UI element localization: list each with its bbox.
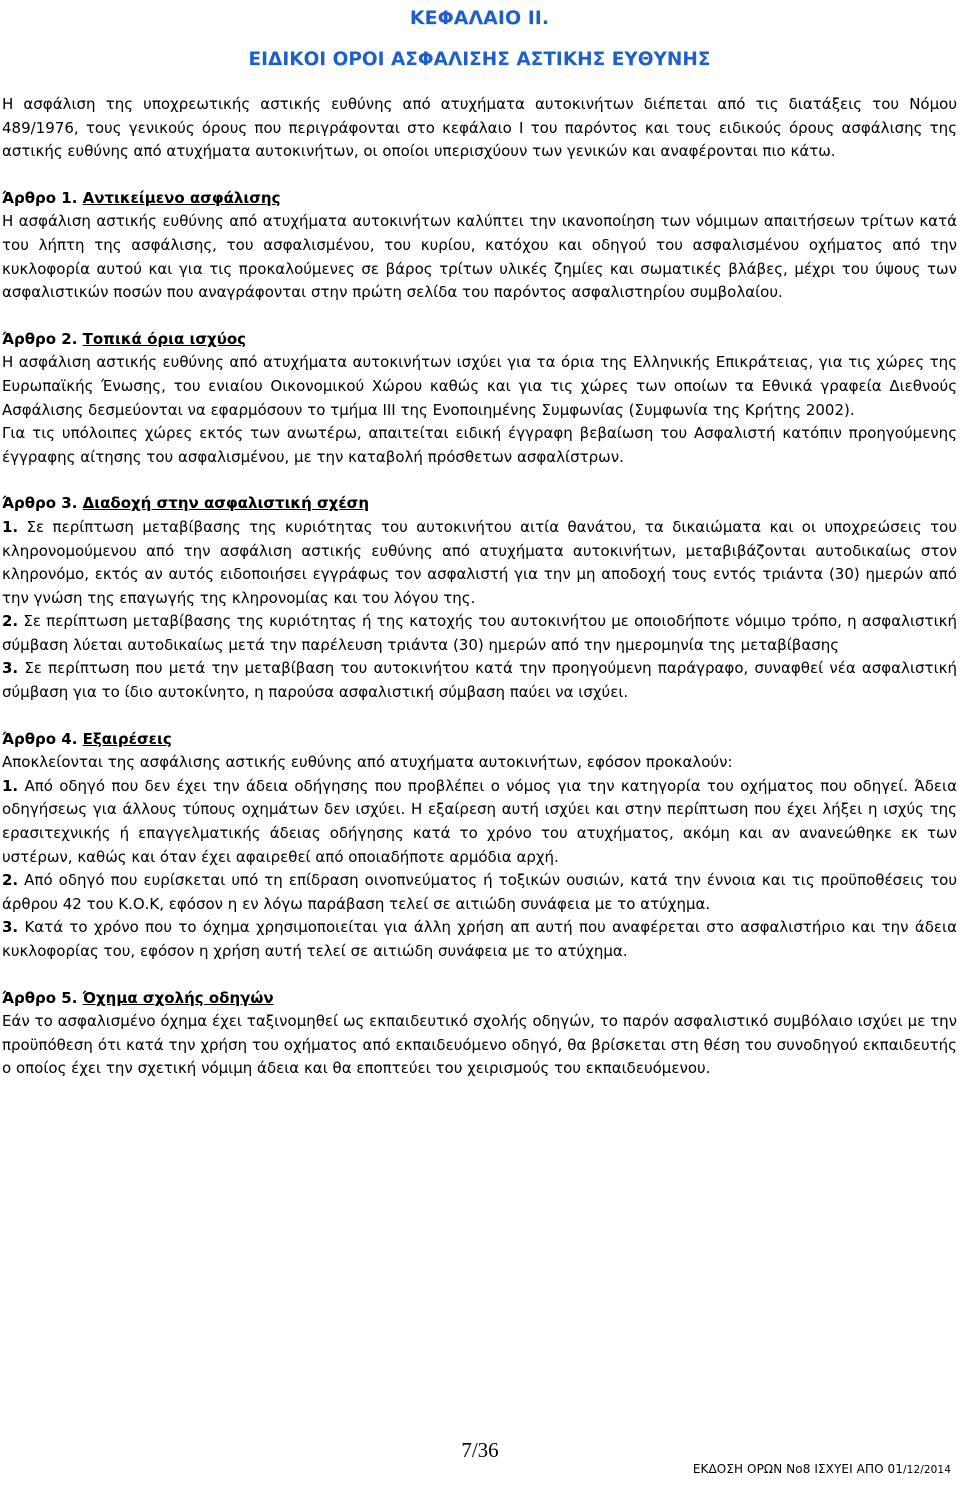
article-2 (2, 328, 957, 470)
article-title: Εξαιρέσεις (82, 729, 172, 748)
article-paragraph: Η ασφάλιση αστικής ευθύνης από ατυχήματα αυτοκινήτων ισχύει για τα όρια της Ελληνικής Επικράτειας, για τις χώρες της Ευρωπαϊκής Ένωσης, του ενιαίου Οικονομικού Χώρου καθώς και για τις χώρες των οποίων τα Εθνικά γραφεία Διεθνούς Ασφάλισης δεσμεύονται να εφαρμόσουν το τμήμα ΙΙΙ της Ενοποιημένης Συμφωνίας (Συμφωνία της Κρήτης 2002). (2, 353, 957, 419)
article-heading (2, 328, 957, 352)
article-label: Άρθρο 1. (2, 188, 78, 207)
article-heading (2, 492, 957, 516)
article-paragraph: Η ασφάλιση αστικής ευθύνης από ατυχήματα αυτοκινήτων καλύπτει την ικανοποίηση των νόμιμων απαιτήσεων τρίτων κατά του λήπτη της ασφάλισης, του ασφαλισμένου, του κυρίου, κατόχου και οδηγού του ασφαλισμένου οχήματος από την κυκλοφορία αυτού και για τις προκαλούμενες σε βάρος τρίτων υλικές ζημίες και σωματικές βλάβες, μέχρι του ύψους των ασφαλιστικών ποσών που αναγράφονται στην πρώτη σελίδα του παρόντος ασφαλιστηρίου συμβολαίου. (2, 212, 957, 302)
article-title: Τοπικά όρια ισχύος (82, 329, 247, 348)
article-item (2, 916, 957, 963)
article-title: Διαδοχή στην ασφαλιστική σχέση (82, 494, 370, 513)
item-text: Σε περίπτωση που μετά την μεταβίβαση του αυτοκινήτου κατά την προηγούμενη παράγραφο, συναφθεί νέα ασφαλιστική σύμβαση για το ίδιο αυτοκίνητο, η παρούσα ασφαλιστική σύμβαση παύει να ισχύει. (2, 659, 957, 702)
item-text: Σε περίπτωση μεταβίβασης της κυριότητας ή της κατοχής του αυτοκινήτου με οποιοδήποτε νόμιμο τρόπο, η ασφαλιστική σύμβαση λύεται αυτοδικαίως μετά την παρέλευση τριάντα (30) ημερών από την ημερομηνία της μεταβίβασης (2, 612, 957, 654)
article-1 (2, 187, 957, 305)
edition-footer (693, 1462, 951, 1476)
document-body (2, 0, 957, 1081)
item-number: 1. (2, 776, 19, 795)
article-item (2, 869, 957, 916)
item-number: 3. (2, 659, 19, 678)
edition-main: ΕΚΔΟΣΗ ΟΡΩΝ Νο8 ΙΣΧΥΕΙ ΑΠΟ 01 (692, 1462, 904, 1476)
article-title: Όχημα σχολής οδηγών (82, 988, 274, 1007)
article-paragraph: Εάν το ασφαλισμένο όχημα έχει ταξινομηθεί ως εκπαιδευτικό σχολής οδηγών, το παρόν ασφαλιστικό συμβόλαιο ισχύει με την προϋπόθεση ότι κατά την χρήση του οχήματος από εκπαιδευόμενο οδηγό, θα βρίσκεται στη θέση του συνοδηγού εκπαιδευτής ο οποίος έχει την σχετική νόμιμη άδεια και θα εποπτεύει του χειρισμούς του εκπαιδευόμενου. (2, 1012, 957, 1078)
article-item (2, 775, 957, 869)
article-5 (2, 987, 957, 1081)
article-3 (2, 492, 957, 704)
article-heading (2, 987, 957, 1011)
item-number: 3. (2, 918, 19, 937)
item-text: Κατά το χρόνο που το όχημα χρησιμοποιείται για άλλη χρήση απ αυτή που αναφέρεται στο ασφαλιστήριο και την άδεια κυκλοφορίας του, εφόσον η χρήση αυτή τελεί σε αιτιώδη συνάφεια με το ατύχημα. (2, 918, 957, 960)
article-4 (2, 728, 957, 964)
article-item (2, 657, 957, 704)
article-label: Άρθρο 3. (2, 494, 78, 513)
item-text: Από οδηγό που ευρίσκεται υπό τη επίδραση οινοπνεύματος ή τοξικών ουσιών, κατά την έννοια και τις προϋποθέσεις του άρθρου 42 του Κ.Ο.Κ, εφόσον η εν λόγω παράβαση τελεί σε αιτιώδη συνάφεια με το ατύχημα. (2, 871, 957, 913)
article-paragraph: Για τις υπόλοιπες χώρες εκτός των ανωτέρω, απαιτείται ειδική έγγραφη βεβαίωση του Ασφαλιστή κατόπιν προηγούμενης έγγραφης αίτησης του ασφαλισμένου, με την καταβολή πρόσθετων ασφαλίστρων. (2, 424, 957, 466)
article-item (2, 610, 957, 657)
item-text: Σε περίπτωση μεταβίβασης της κυριότητας του αυτοκινήτου αιτία θανάτου, τα δικαιώματα και οι υποχρεώσεις του κληρονομούμενου από την ασφάλιση αστικής ευθύνης από ατυχήματα αυτοκινήτων, μεταβιβάζονται αυτοδικαίως στον κληρονόμο, εκτός αν αυτός ειδοποιήσει εγγράφως τον ασφαλιστή για την μη αποδοχή τους εντός τριάντα (30) ημερών από την γνώση της επαγωγής της κληρονομίας και του λόγου της. (2, 517, 957, 607)
item-text: Από οδηγό που δεν έχει την άδεια οδήγησης που προβλέπει ο νόμος για την κατηγορία του οχήματος που οδηγεί. Άδεια οδηγήσεως για άλλους τύπους οχημάτων δεν ισχύει. Η εξαίρεση αυτή ισχύει και στην περίπτωση που έχει λήξει η ισχύς της ερασιτεχνικής ή επαγγελματικής άδειας οδήγησης κατά το χρόνο του ατυχήματος, ακόμη και αν ανανεώθηκε εκ των υστέρων, καθώς και όταν έχει αφαιρεθεί από οποιαδήποτε αρμόδια αρχή. (2, 776, 957, 866)
page-number: 7/36 (461, 1438, 499, 1462)
article-label: Άρθρο 5. (2, 988, 78, 1007)
item-number: 1. (2, 517, 19, 536)
intro-paragraph: Η ασφάλιση της υποχρεωτικής αστικής ευθύνης από ατυχήματα αυτοκινήτων διέπεται από τις διατάξεις του Νόμου 489/1976, τους γενικούς όρους που περιγράφονται στο κεφάλαιο Ι του παρόντος και τους ειδικούς όρους ασφάλισης της αστικής ευθύνης από ατυχήματα αυτοκινήτων, οι οποίοι υπερισχύουν των γενικών και αναφέρονται πιο κάτω. (2, 95, 957, 161)
article-heading (2, 187, 957, 211)
article-heading (2, 728, 957, 752)
article-lead: Αποκλείονται της ασφάλισης αστικής ευθύνης από ατυχήματα αυτοκινήτων, εφόσον προκαλούν: (2, 753, 733, 772)
edition-date: /12/2014 (903, 1464, 951, 1476)
article-item (2, 516, 957, 610)
item-number: 2. (2, 871, 19, 890)
item-number: 2. (2, 612, 19, 631)
chapter-heading: ΚΕΦΑΛΑΙΟ ΙΙ. (409, 7, 550, 29)
article-title: Αντικείμενο ασφάλισης (82, 188, 281, 207)
article-label: Άρθρο 4. (2, 729, 78, 748)
article-label: Άρθρο 2. (2, 329, 78, 348)
chapter-title: ΕΙΔΙΚΟΙ ΟΡΟΙ ΑΣΦΑΛΙΣΗΣ ΑΣΤΙΚΗΣ ΕΥΘΥΝΗΣ (248, 49, 711, 70)
